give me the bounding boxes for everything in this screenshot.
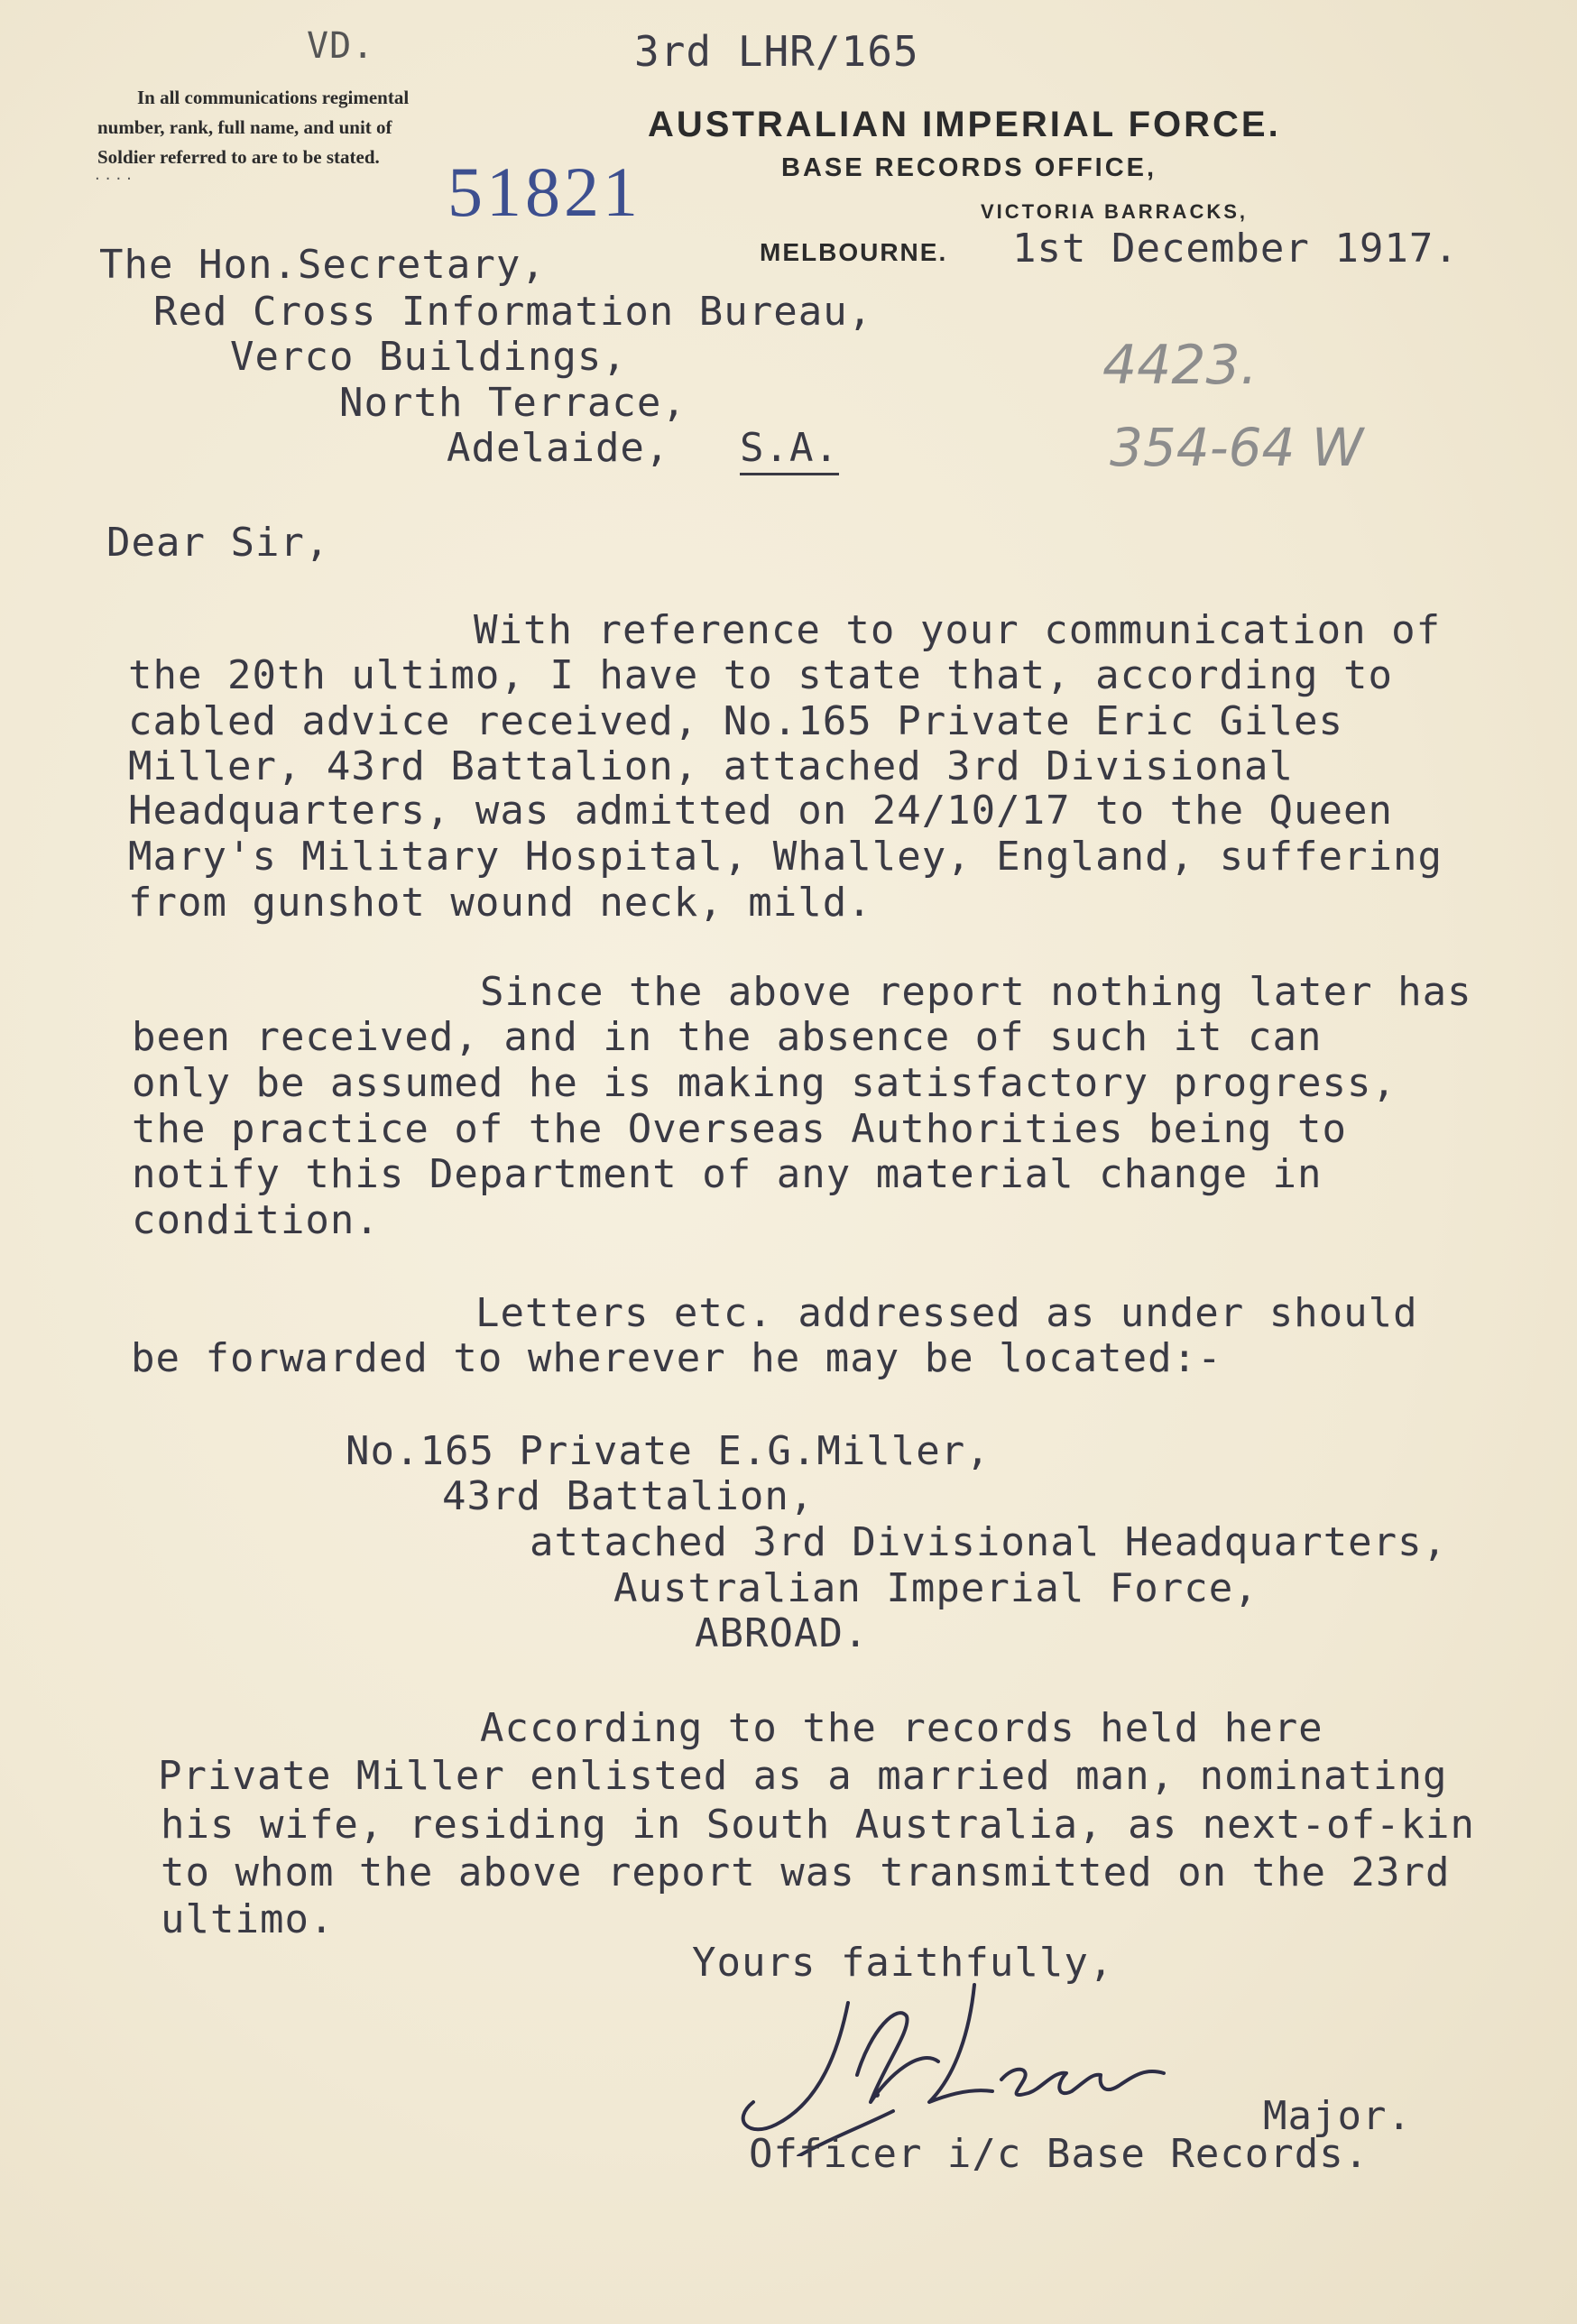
vd-mark: VD. — [307, 25, 375, 67]
paragraph-1-line-3: cabled advice received, No.165 Private Eric Giles — [128, 698, 1344, 744]
paragraph-2-line-1: Since the above report nothing later has — [480, 969, 1472, 1015]
address-line-1: No.165 Private E.G.Miller, — [346, 1428, 991, 1474]
file-reference: 3rd LHR/165 — [634, 27, 919, 76]
signatory-rank: Major. — [1263, 2093, 1412, 2139]
letter-date: 1st December 1917. — [1012, 226, 1459, 272]
city-name: MELBOURNE. — [760, 238, 948, 266]
paragraph-2-line-6: condition. — [132, 1197, 380, 1243]
recipient-line-5: Adelaide, — [447, 425, 670, 471]
final-paragraph-line-2: Private Miller enlisted as a married man, nominating — [158, 1753, 1448, 1799]
recipient-line-4: North Terrace, — [339, 380, 687, 426]
final-paragraph-line-5: ultimo. — [161, 1896, 335, 1942]
org-name: AUSTRALIAN IMPERIAL FORCE. — [648, 105, 1281, 144]
notice-line-1: In all communications regimental — [137, 87, 410, 108]
paragraph-1-line-6: Mary's Military Hospital, Whalley, England, suffering — [128, 834, 1443, 880]
final-paragraph-line-4: to whom the above report was transmitted on the 23rd — [161, 1849, 1451, 1895]
paragraph-1-line-7: from gunshot wound neck, mild. — [128, 880, 872, 926]
paragraph-1-line-4: Miller, 43rd Battalion, attached 3rd Divisional — [128, 743, 1295, 789]
paragraph-2-line-4: the practice of the Overseas Authorities being to — [132, 1106, 1348, 1152]
notice-line-2: number, rank, full name, and unit of — [97, 116, 392, 138]
recipient-line-1: The Hon.Secretary, — [99, 242, 546, 288]
address-line-2: 43rd Battalion, — [442, 1473, 815, 1519]
address-line-5: ABROAD. — [695, 1610, 869, 1656]
salutation: Dear Sir, — [106, 520, 330, 566]
final-paragraph-line-3: his wife, residing in South Australia, as next-of-kin — [161, 1802, 1475, 1848]
recipient-line-3: Verco Buildings, — [230, 334, 627, 380]
recipient-line-2: Red Cross Information Bureau, — [153, 289, 873, 335]
pencil-annotation-1: 4423. — [1102, 334, 1258, 397]
recipient-state: S.A. — [740, 425, 839, 475]
paragraph-2-line-2: been received, and in the absence of such it can — [132, 1014, 1323, 1060]
stamp-number: 51821 — [447, 152, 641, 231]
barracks-name: VICTORIA BARRACKS, — [981, 200, 1249, 223]
final-paragraph-line-1: According to the records held here — [480, 1705, 1323, 1751]
paragraph-1-line-2: the 20th ultimo, I have to state that, according to — [128, 652, 1394, 698]
paragraph-1-line-5: Headquarters, was admitted on 24/10/17 to the Queen — [128, 788, 1394, 834]
paragraph-3-line-2: be forwarded to wherever he may be located:- — [131, 1335, 1222, 1381]
office-name: BASE RECORDS OFFICE, — [781, 153, 1157, 182]
signatory-title: Officer i/c Base Records. — [749, 2131, 1370, 2177]
signature — [713, 1967, 1218, 2156]
notice-dots: .... — [95, 165, 137, 184]
paragraph-2-line-5: notify this Department of any material change in — [132, 1151, 1323, 1197]
pencil-annotation-2: 354-64 W — [1110, 417, 1364, 478]
address-line-4: Australian Imperial Force, — [613, 1565, 1259, 1611]
closing: Yours faithfully, — [692, 1940, 1114, 1986]
notice-line-3: Soldier referred to are to be stated. — [97, 146, 380, 168]
paragraph-3-line-1: Letters etc. addressed as under should — [475, 1290, 1418, 1336]
address-line-3: attached 3rd Divisional Headquarters, — [530, 1519, 1448, 1565]
paragraph-1-line-1: With reference to your communication of — [474, 607, 1442, 653]
paragraph-2-line-3: only be assumed he is making satisfactory progress, — [132, 1060, 1397, 1106]
